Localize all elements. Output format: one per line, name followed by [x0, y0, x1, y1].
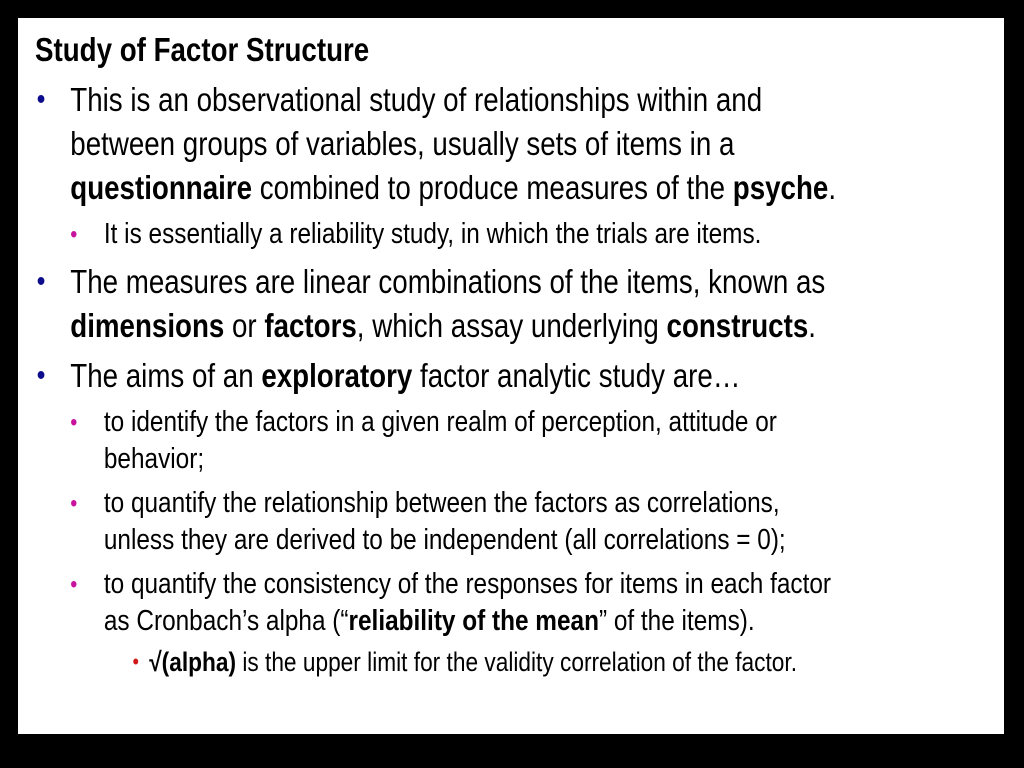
term-dimensions: dimensions	[70, 307, 225, 344]
term-psyche: psyche	[732, 169, 829, 206]
term-reliability-of-the-mean: reliability of the mean	[348, 605, 599, 637]
item-text: .	[828, 169, 837, 206]
bullet-icon: •	[70, 571, 78, 598]
term-sqrt-alpha: √(alpha)	[149, 647, 237, 677]
item-text: or	[224, 307, 265, 344]
term-questionnaire: questionnaire	[70, 169, 253, 206]
slide-title: Study of Factor Structure	[35, 31, 370, 68]
item-text: ” of the items).	[598, 605, 755, 637]
bullet-item-linear-combinations	[35, 260, 846, 348]
term-exploratory: exploratory	[261, 357, 413, 394]
bullet-icon: •	[36, 265, 46, 298]
term-constructs: constructs	[666, 307, 809, 344]
item-text: combined to produce measures of the	[252, 169, 733, 206]
bullet-icon: •	[70, 409, 78, 436]
slide	[18, 18, 1004, 734]
bullet-icon: •	[36, 359, 46, 392]
item-text: to quantify the consistency of the responses for items in each factor as Cronbach’s alpha (“	[103, 568, 832, 637]
term-factors: factors	[264, 307, 357, 344]
sub-bullet-quantify-relationship	[35, 485, 846, 559]
bullet-item-observational-study	[35, 78, 846, 210]
sub-bullet-identify-factors	[35, 404, 846, 478]
item-text: It is essentially a reliability study, in which the trials are items.	[103, 218, 762, 250]
item-text: is the upper limit for the validity correlation of the factor.	[236, 647, 798, 677]
item-text: The aims of an	[70, 357, 262, 394]
slide-content	[35, 30, 846, 687]
sub-bullet-reliability-study	[35, 216, 846, 253]
item-text: The measures are linear combinations of the items, known as	[70, 263, 826, 300]
bullet-icon: •	[70, 490, 78, 517]
bullet-icon: •	[36, 83, 46, 116]
bullet-item-aims	[35, 354, 846, 398]
bullet-icon: •	[132, 649, 139, 674]
item-text: , which assay underlying	[356, 307, 667, 344]
item-text: This is an observational study of relationships within and between groups of variables, usually sets of items in a	[70, 81, 763, 162]
item-text: to identify the factors in a given realm of perception, attitude or behavior;	[103, 406, 777, 475]
sub-sub-bullet-sqrt-alpha	[35, 644, 846, 680]
item-text: .	[808, 307, 816, 344]
item-text: to quantify the relationship between the factors as correlations, unless they are derived to be independent (all correlations = 0);	[103, 487, 786, 556]
bullet-icon: •	[70, 221, 78, 248]
sub-bullet-quantify-consistency	[35, 566, 846, 680]
item-text: factor analytic study are…	[412, 357, 741, 394]
